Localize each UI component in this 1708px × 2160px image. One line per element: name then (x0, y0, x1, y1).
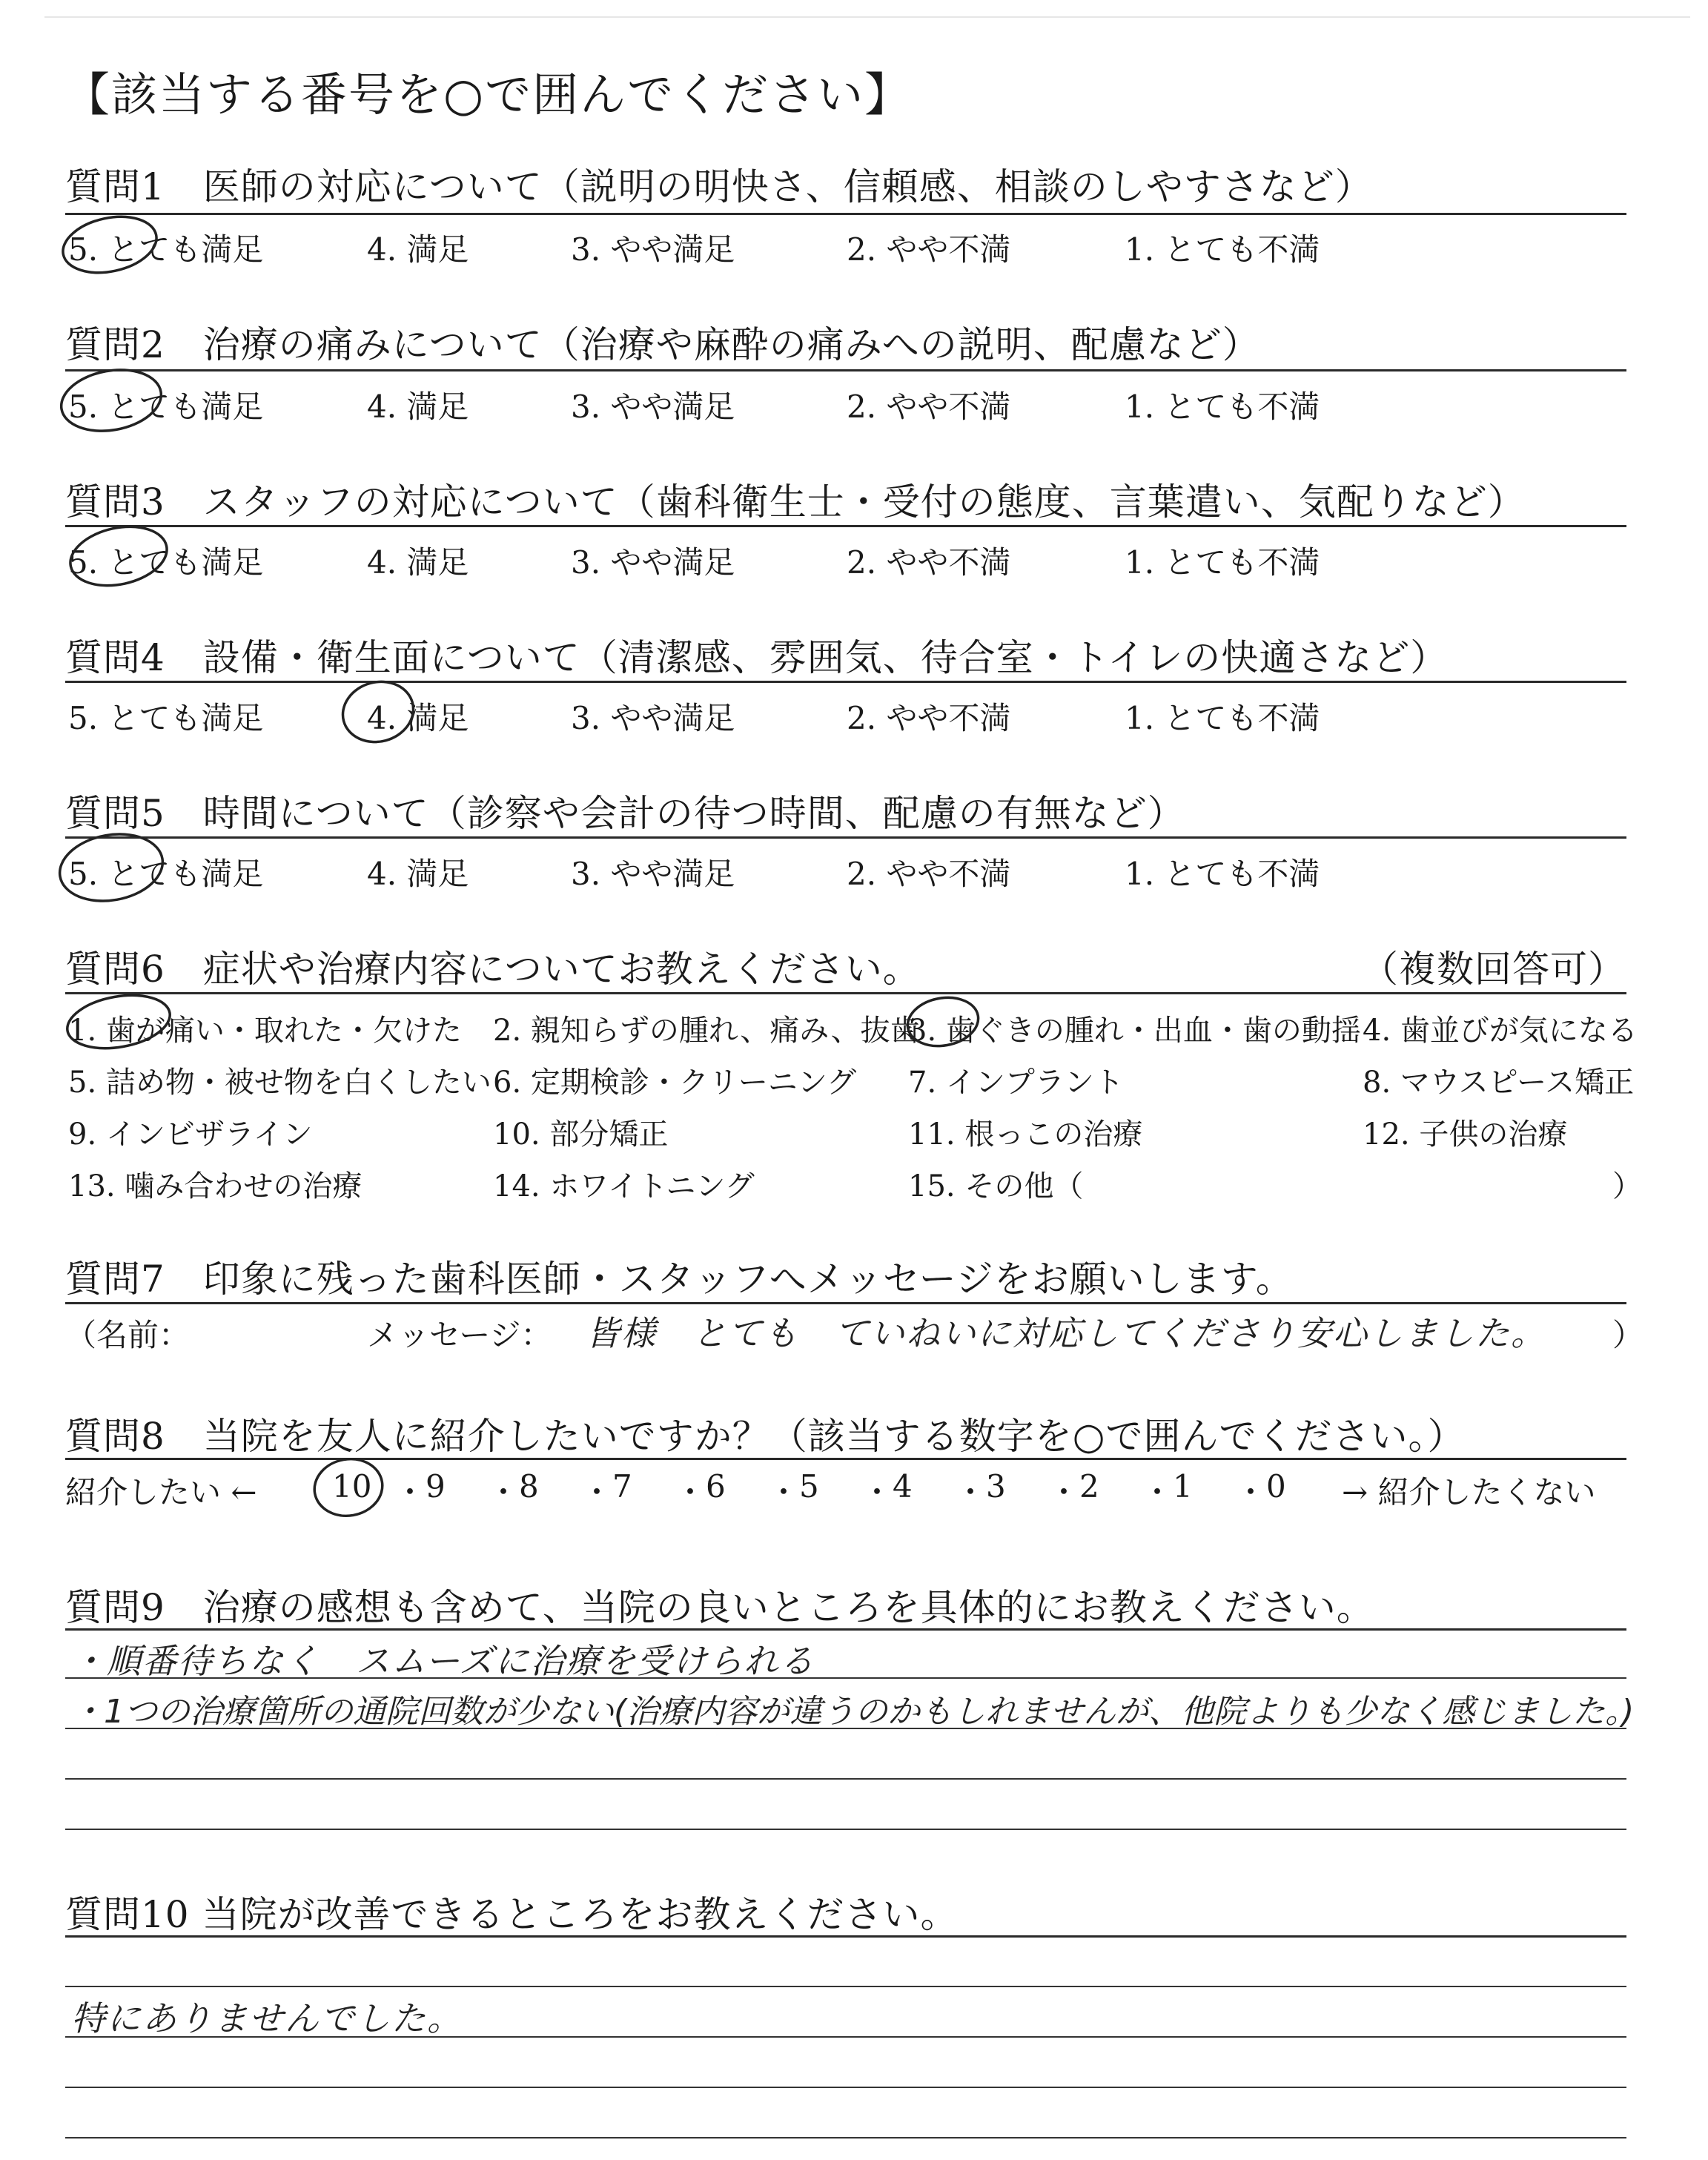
q6-item-7[interactable]: 7. インプラント (908, 1066, 1124, 1100)
q1-option-1[interactable]: 1. とても不満 (1125, 231, 1320, 268)
q2-title: 質問2 治療の痛みについて（治療や麻酔の痛みへの説明、配慮など） (65, 323, 1260, 366)
q6-item-1[interactable]: 1. 歯が痛い・取れた・欠けた (68, 1014, 462, 1048)
q9-handwritten-line-1[interactable]: ・順番待ちなく スムーズに治療を受けられる (71, 1641, 815, 1681)
q5-rule (65, 836, 1626, 839)
q8-separator-dot: ・ (1235, 1474, 1267, 1510)
q6-rule (65, 992, 1626, 994)
q7-message-label: メッセージ： (367, 1317, 552, 1353)
q10-write-line-1 (65, 1986, 1626, 1987)
q8-separator-dot: ・ (1048, 1474, 1080, 1510)
q6-item-14[interactable]: 14. ホワイトニング (493, 1169, 755, 1203)
q6-item-4[interactable]: 4. 歯並びが気になる (1363, 1014, 1638, 1048)
q8-separator-dot: ・ (861, 1474, 893, 1510)
q6-item-3[interactable]: 3. 歯ぐきの腫れ・出血・歯の動揺 (908, 1014, 1361, 1048)
q1-option-4[interactable]: 4. 満足 (367, 231, 469, 268)
q8-separator-dot: ・ (768, 1474, 800, 1510)
q10-title: 質問10 当院が改善できるところをお教えください。 (65, 1893, 959, 1936)
q6-title: 質問6 症状や治療内容についてお教えください。 (65, 948, 921, 991)
q9-rule (65, 1628, 1626, 1631)
q9-write-line-4 (65, 1829, 1626, 1830)
q7-message-handwritten[interactable]: 皆様 とても ていねいに対応してくださり安心しました。 (586, 1313, 1546, 1353)
q2-option-2[interactable]: 2. やや不満 (847, 389, 1011, 425)
q9-title: 質問9 治療の感想も含めて、当院の良いところを具体的にお教えください。 (65, 1586, 1374, 1629)
q6-item-9[interactable]: 9. インビザライン (68, 1117, 313, 1152)
q9-handwritten-line-2[interactable]: ・1つの治療箇所の通院回数が少ない(治療内容が違うのかもしれませんが、他院よりも少なく感じました。) (71, 1693, 1635, 1731)
q9-write-line-1 (65, 1677, 1626, 1679)
q4-option-1[interactable]: 1. とても不満 (1125, 700, 1320, 736)
q8-left-label: 紹介したい ← (65, 1474, 257, 1510)
q8-number-1[interactable]: 1 (1173, 1468, 1193, 1505)
q9-write-line-3 (65, 1778, 1626, 1780)
q6-item-5[interactable]: 5. 詰め物・被せ物を白くしたい (68, 1066, 491, 1100)
q8-separator-dot: ・ (675, 1474, 706, 1510)
q4-option-4[interactable]: 4. 満足 (367, 700, 469, 736)
q10-handwritten-line-1[interactable]: 特にありませんでした。 (71, 1998, 463, 2038)
q4-option-3[interactable]: 3. やや満足 (571, 700, 735, 736)
q1-rule (65, 213, 1626, 215)
q6-item-15[interactable]: 15. その他（ (908, 1169, 1084, 1203)
q3-title: 質問3 スタッフの対応について（歯科衛生士・受付の態度、言葉遣い、気配りなど） (65, 480, 1526, 524)
top-edge-line (44, 16, 1690, 18)
q10-write-line-4 (65, 2137, 1626, 2138)
q6-item-13[interactable]: 13. 噛み合わせの治療 (68, 1169, 363, 1203)
q8-separator-dot: ・ (394, 1474, 426, 1510)
q7-close-paren: ） (1612, 1317, 1644, 1353)
q8-number-0[interactable]: 0 (1266, 1468, 1286, 1505)
q6-item-12[interactable]: 12. 子供の治療 (1363, 1117, 1568, 1152)
q3-option-5[interactable]: 5. とても満足 (68, 544, 264, 581)
q8-number-5[interactable]: 5 (799, 1468, 819, 1505)
q2-option-1[interactable]: 1. とても不満 (1125, 389, 1320, 425)
q7-rule (65, 1302, 1626, 1304)
q8-number-10[interactable]: 10 (332, 1468, 372, 1505)
q8-separator-dot: ・ (1142, 1474, 1174, 1510)
q7-name-label: （名前： (65, 1317, 191, 1353)
q2-rule (65, 369, 1626, 371)
q3-option-3[interactable]: 3. やや満足 (571, 544, 735, 581)
q7-title: 質問7 印象に残った歯科医師・スタッフへメッセージをお願いします。 (65, 1258, 1294, 1301)
q6-note: （複数回答可） (1361, 948, 1626, 991)
q3-option-2[interactable]: 2. やや不満 (847, 544, 1011, 581)
q4-rule (65, 681, 1626, 683)
q8-number-3[interactable]: 3 (986, 1468, 1006, 1505)
q8-separator-dot: ・ (955, 1474, 987, 1510)
q1-title: 質問1 医師の対応について（説明の明快さ、信頼感、相談のしやすさなど） (65, 165, 1373, 208)
q3-rule (65, 525, 1626, 527)
q8-number-4[interactable]: 4 (893, 1468, 913, 1505)
q5-title: 質問5 時間について（診察や会計の待つ時間、配慮の有無など） (65, 792, 1185, 835)
q8-right-label: → 紹介したくない (1342, 1474, 1596, 1510)
q3-option-4[interactable]: 4. 満足 (367, 544, 469, 581)
q6-item-2[interactable]: 2. 親知らずの腫れ、痛み、抜歯 (493, 1014, 920, 1048)
q6-item-8[interactable]: 8. マウスピース矯正 (1363, 1066, 1635, 1100)
q5-option-4[interactable]: 4. 満足 (367, 856, 469, 892)
q9-write-line-2 (65, 1728, 1626, 1729)
q3-option-1[interactable]: 1. とても不満 (1125, 544, 1320, 581)
q8-title: 質問8 当院を友人に紹介したいですか？（該当する数字を○で囲んでください。） (65, 1415, 1466, 1458)
q4-option-2[interactable]: 2. やや不満 (847, 700, 1011, 736)
q5-option-5[interactable]: 5. とても満足 (68, 856, 264, 892)
page-header: 【該当する番号を○で囲んでください】 (64, 67, 913, 122)
q8-number-8[interactable]: 8 (519, 1468, 539, 1505)
q2-option-3[interactable]: 3. やや満足 (571, 389, 735, 425)
q10-write-line-2 (65, 2036, 1626, 2038)
q8-number-2[interactable]: 2 (1079, 1468, 1099, 1505)
q6-close-paren: ） (1612, 1169, 1642, 1203)
q6-item-11[interactable]: 11. 根っこの治療 (908, 1117, 1143, 1152)
q6-item-10[interactable]: 10. 部分矯正 (493, 1117, 669, 1152)
q1-option-2[interactable]: 2. やや不満 (847, 231, 1011, 268)
q8-rule (65, 1458, 1626, 1460)
q2-option-4[interactable]: 4. 満足 (367, 389, 469, 425)
q8-separator-dot: ・ (488, 1474, 520, 1510)
q5-option-1[interactable]: 1. とても不満 (1125, 856, 1320, 892)
q4-title: 質問4 設備・衛生面について（清潔感、雰囲気、待合室・トイレの快適さなど） (65, 636, 1449, 679)
q8-number-7[interactable]: 7 (612, 1468, 632, 1505)
q1-option-5[interactable]: 5. とても満足 (68, 231, 264, 268)
q5-option-2[interactable]: 2. やや不満 (847, 856, 1011, 892)
q5-option-3[interactable]: 3. やや満足 (571, 856, 735, 892)
q1-option-3[interactable]: 3. やや満足 (571, 231, 735, 268)
q8-separator-dot: ・ (581, 1474, 613, 1510)
q10-write-line-3 (65, 2087, 1626, 2088)
q8-number-9[interactable]: 9 (426, 1468, 446, 1505)
q6-item-6[interactable]: 6. 定期検診・クリーニング (493, 1066, 857, 1100)
q8-number-6[interactable]: 6 (706, 1468, 726, 1505)
q10-rule (65, 1935, 1626, 1938)
q2-option-5[interactable]: 5. とても満足 (68, 389, 264, 425)
q4-option-5[interactable]: 5. とても満足 (68, 700, 264, 736)
